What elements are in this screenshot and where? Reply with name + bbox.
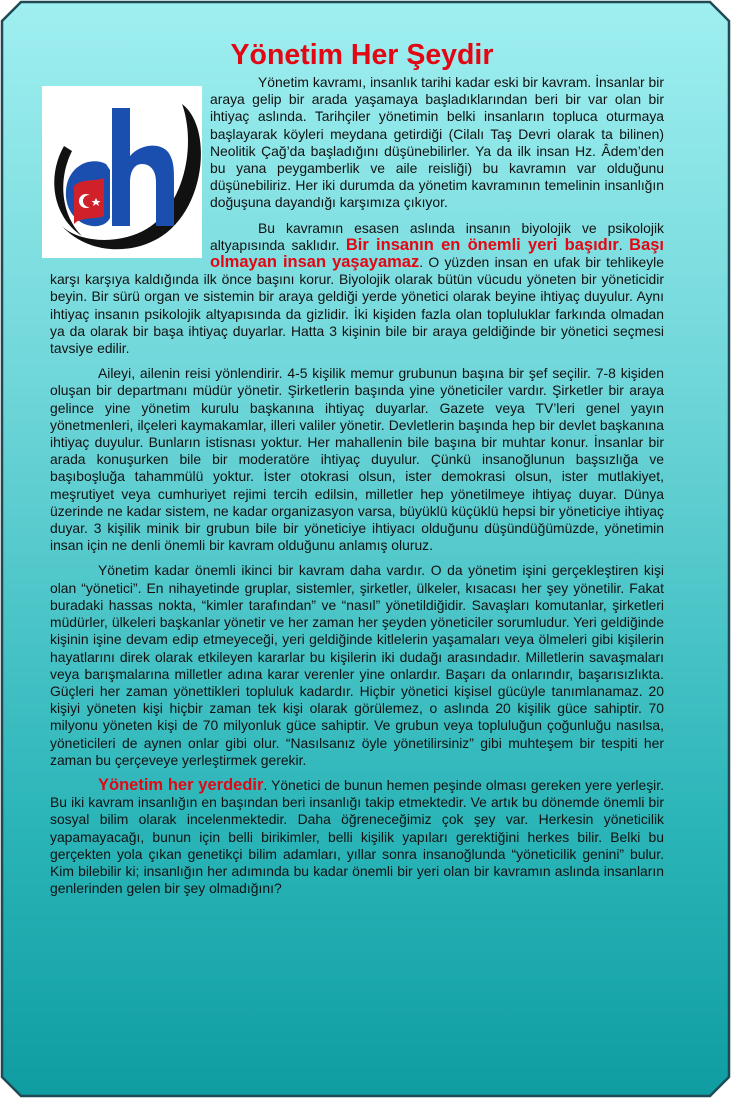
highlight-head: Bir insanın en önemli yeri başıdır [345, 235, 619, 254]
paragraph-2-sep: . [618, 236, 630, 253]
paragraph-4: Yönetim kadar önemli ikinci bir kavram daha vardır. O da yönetim işini gerçekleştiren kişi olan “yönetici”. En nihayetinde gruplar, sistemler, şirketler, ülkeler, kısacası her şey yönetilir. Fakat buradaki hassas nokta, “kimler tarafından” ve “nasıl” yönetildiğidir. Savaşları komutanlar, şirketleri müdürler, ülkeleri başkanlar yönetir ve her zaman her şeyden yöneticiler sorumludur. Yeri geldiğinde kişinin işine devam edip etmeyeceği, yeri geldiğinde kitlelerin yaşamaları veya ölmeleri gibi kişilerin hayatlarını direk olarak etkileyen kararlar bu kişilerin iki dudağı arasındadır. Milletlerin savaşmaları veya barışmalarına milletler adına karar verenler yine onlardır. Başarı da onlarındır, başarısızlıkta. Güçleri her zaman yönettikleri topluluk kadardır. Hiçbir yönetici kişisel gücüyle tanımlanamaz. 20 kişiyi yöneten kişi hiçbir zaman tek kişi olarak görülemez, o aslında 20 kişilik güce sahiptir. 70 milyonu yöneten kişi de 70 milyonluk güce sahiptir. Ve grubun veya topluluğun çoğunluğu nasılsa, yöneticileri de aynen onlar gibi olur. “Nasılsanız öyle yönetilirsiniz” gibi muhteşem bir tespiti her zaman bu çerçeveye yerleştirmek gerekir. [50, 562, 664, 768]
paragraph-2-text-a: Bu kavramın esasen aslında insanın biyolojik ve psikolojik altyapısında saklıdır. [210, 219, 664, 253]
paragraph-5-text: . Yönetici de bunun hemen peşinde olması gereken yere yerleşir. Bu iki kavram insanlığın en başından beri insanlığı takip etmektedir. Ve artık bu dönemde önemli bir sosyal bilim olarak incelenmektedir. Daha öğreneceğimiz çok şey var. Herkesin yöneticilik yapamayacağı, bunun için belli birikimler, belli kişilik yapıları gerektiğini herkes bilir. Belki bu gerçekten yola çıkan genetikçi bilim adamları, yıllar sonra insanoğlunda “yöneticilik genini” bulur. Kim bilebilir ki; insanlığın her adımında bu kadar önemli bir yeri olan bir kavramın aslında insanların genlerinden gelen bir şey olmadığını? [50, 776, 664, 897]
highlight-everywhere: Yönetim her yerdedir [98, 775, 264, 794]
paragraph-2-text-b: . O yüzden insan en ufak bir tehlikeyle karşı karşıya kaldığında ilk önce başını korur. Biyolojik olarak bütün vücudu yöneten bir yöneticidir beyin. Bir sürü organ ve sistemin bir araya geldiği yerde yönetici olarak beyine ihtiyaç duyulur. Aynı ihtiyaç insanın psikolojik altyapısında da gizlidir. İki kişiden fazla olan topluluklar farkında olmadan ya da olarak bir başa ihtiyaç duyarlar. Hatta 3 kişinin bile bir araya geldiğinde bir yönetici seçmesi tavsiye edilir. [50, 254, 664, 357]
highlight-headless: Başı olmayan insan yaşayamaz [210, 235, 665, 272]
dh-logo-icon [42, 86, 202, 258]
article [50, 38, 664, 905]
paragraph-1: Yönetim kavramı, insanlık tarihi kadar eski bir kavram. İnsanlar bir araya gelip bir arada yaşamaya başladıklarından beri bir var olan bir ihtiyaç aslında. Tarihçiler yönetimin belki insanların topluca oturmaya başlayarak köyleri meydana getirdiği (Cilalı Taş Devri olarak ta bilinen) Neolitik Çağ’da başladığını düşünebilirler. Ya da ilk insan Hz. Âdem’den bu yana peygamberlik ve aile reisliği) bu kavramın var olduğunu düşünebiliriz. Her iki durumda da yönetim kavramının temelinin insanlığın doğuşuna dayandığı karşımıza çıkıyor. [210, 74, 664, 211]
paragraph-5 [50, 777, 664, 897]
paragraph-3: Aileyi, ailenin reisi yönlendirir. 4-5 kişilik memur grubunun başına bir şef seçilir. 7-8 kişiden oluşan bir departmanı müdür yönetir. Şirketlerin başında yine yöneticiler vardır. Şirketler bir araya gelince yine yönetim kurulu başkanına ihtiyaç duyarlar. Gazete veya TV’leri genel yayın yönetmenleri, ilçeleri kaymakamlar, illeri valiler yönetir. Devletlerin başında hep bir devlet başkanına ihtiyaç duyulur. Bunların istisnası yoktur. Her mahallenin bile başına bir muhtar konur. İnsanlar bir arada konuşurken bile bir moderatöre ihtiyaç duyulur. Çünkü insanoğlunun başsızlığa ve başıboşluğa tahammülü yoktur. İster otokrasi olsun, ister demokrasi olsun, ister mutlakiyet, meşrutiyet veya cumhuriyet rejimi tercih edilsin, milletler hep yönetilmeye ihtiyaç duyar. Dünya üzerinde ne kadar sistem, ne kadar organizasyon varsa, büyüklü küçüklü hepsi bir yöneticiye ihtiyaç duyar. 3 kişilik minik bir grubun bile bir yöneticiye ihtiyacı olduğunu düşündüğümüzde, yönetimin insan için ne denli önemli bir kavram olduğunu anlamış oluruz. [50, 365, 664, 554]
page-title: Yönetim Her Şeydir [230, 39, 494, 71]
